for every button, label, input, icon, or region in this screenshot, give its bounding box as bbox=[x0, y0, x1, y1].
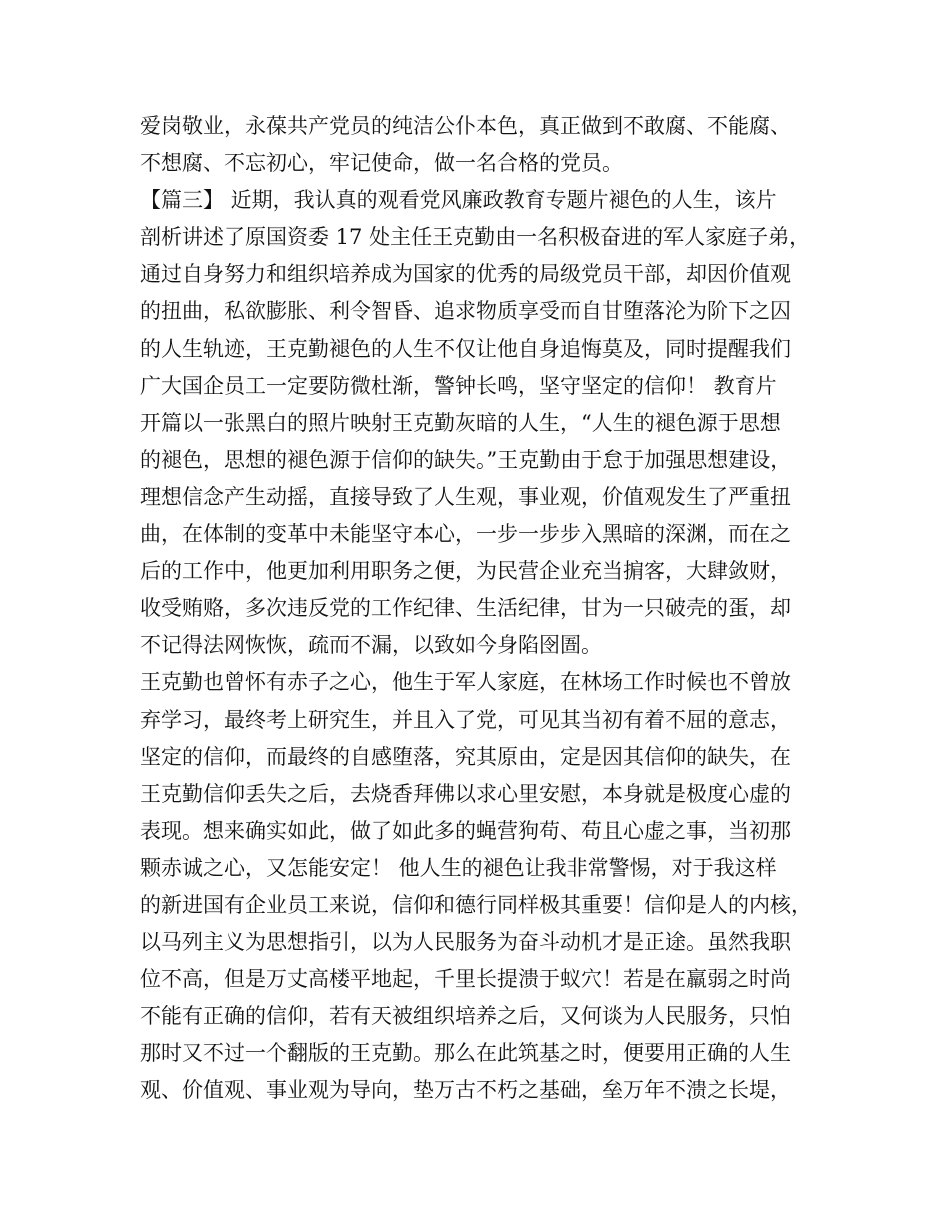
text-line: 不记得法网恢恢，疏而不漏，以致如今身陷囹圄。 bbox=[140, 633, 602, 658]
text-line: 不想腐、不忘初心，牢记使命，做一名合格的党员。 bbox=[140, 151, 623, 176]
text-line: 开篇以一张黑白的照片映射王克勤灰暗的人生，“人生的褪色源于思想 bbox=[140, 410, 781, 435]
text-line: 【篇三】 近期，我认真的观看党风廉政教育专题片褪色的人生，该片 bbox=[140, 188, 777, 213]
text-line: 通过自身努力和组织培养成为国家的优秀的局级党员干部，却因价值观 bbox=[140, 262, 791, 287]
text-line: 广大国企员工一定要防微杜渐，警钟长鸣，坚守坚定的信仰！ 教育片 bbox=[140, 373, 777, 398]
text-line: 不能有正确的信仰，若有天被组织培养之后，又何谈为人民服务，只怕 bbox=[140, 1004, 791, 1029]
body-text bbox=[140, 108, 840, 1110]
text-line: 后的工作中，他更加利用职务之便，为民营企业充当掮客，大肆敛财， bbox=[140, 559, 791, 584]
text-line: 的新进国有企业员工来说，信仰和德行同样极其重要！信仰是人的内核， bbox=[140, 892, 812, 917]
text-line: 位不高，但是万丈高楼平地起，千里长提溃于蚁穴！若是在羸弱之时尚 bbox=[140, 967, 791, 992]
text-line: 坚定的信仰，而最终的自感堕落，究其原由，定是因其信仰的缺失，在 bbox=[140, 744, 791, 769]
text-line: 弃学习，最终考上研究生，并且入了党，可见其当初有着不屈的意志， bbox=[140, 707, 791, 732]
text-line: 的扭曲，私欲膨胀、利令智昏、追求物质享受而自甘堕落沦为阶下之囚 bbox=[140, 299, 791, 324]
text-line: 曲，在体制的变革中未能坚守本心，一步一步步入黑暗的深渊，而在之 bbox=[140, 522, 791, 547]
text-line: 王克勤信仰丢失之后，去烧香拜佛以求心里安慰，本身就是极度心虚的 bbox=[140, 781, 791, 806]
text-line: 理想信念产生动摇，直接导致了人生观，事业观，价值观发生了严重扭 bbox=[140, 484, 791, 509]
text-line: 的褪色，思想的褪色源于信仰的缺失。”王克勤由于怠于加强思想建设， bbox=[140, 447, 792, 472]
text-line: 收受贿赂，多次违反党的工作纪律、生活纪律，甘为一只破壳的蛋，却 bbox=[140, 596, 791, 621]
text-line: 爱岗敬业，永葆共产党员的纯洁公仆本色，真正做到不敢腐、不能腐、 bbox=[140, 114, 791, 138]
text-line: 颗赤诚之心，又怎能安定！ 他人生的褪色让我非常警惕，对于我这样 bbox=[140, 855, 777, 880]
text-line: 表现。想来确实如此，做了如此多的蝇营狗苟、苟且心虚之事，当初那 bbox=[140, 818, 791, 843]
text-line: 那时又不过一个翻版的王克勤。那么在此筑基之时，便要用正确的人生 bbox=[140, 1041, 791, 1066]
text-line: 的人生轨迹，王克勤褪色的人生不仅让他自身追悔莫及，同时提醒我们 bbox=[140, 336, 791, 361]
text-line: 剖析讲述了原国资委 17 处主任王克勤由一名积极奋进的军人家庭子弟， bbox=[140, 225, 811, 250]
text-line: 观、价值观、事业观为导向，垫万古不朽之基础，垒万年不溃之长堤， bbox=[140, 1078, 791, 1103]
text-line: 以马列主义为思想指引，以为人民服务为奋斗动机才是正途。虽然我职 bbox=[140, 930, 791, 955]
text-line: 王克勤也曾怀有赤子之心，他生于军人家庭，在林场工作时候也不曾放 bbox=[140, 670, 791, 695]
